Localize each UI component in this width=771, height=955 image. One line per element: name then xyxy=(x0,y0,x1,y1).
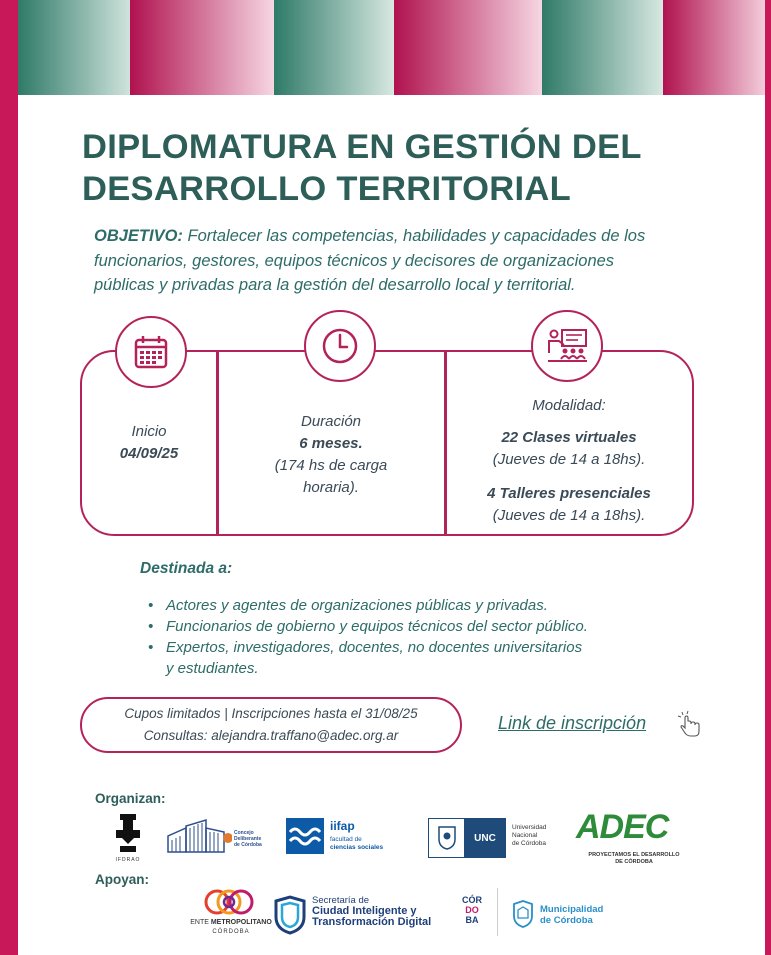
modalidad-column xyxy=(446,395,692,527)
list-item: • Actores y agentes de organizaciones públicas y privadas. xyxy=(148,595,588,616)
duracion-note: (174 hs de carga xyxy=(274,457,388,474)
contact-box xyxy=(80,697,462,753)
band-stripe xyxy=(274,0,394,95)
objective-paragraph xyxy=(94,224,734,298)
list-item-continuation xyxy=(148,658,588,679)
iifap-logo xyxy=(286,818,396,856)
inicio-value: 04/09/25 xyxy=(119,445,179,462)
objective-text-2: funcionarios, gestores, equipos técnicos y decisores de organizaciones xyxy=(94,251,615,270)
secretaria-line: Transformación Digital xyxy=(312,916,432,928)
unc-badge-text: UNC xyxy=(465,819,505,857)
duracion-column xyxy=(218,411,444,499)
title-line-1: DIPLOMATURA EN GESTIÓN DEL xyxy=(82,128,642,166)
ifdrao-logo xyxy=(113,814,143,863)
iifap-name: iifap xyxy=(330,819,355,833)
iifap-sub xyxy=(330,836,383,852)
unc-logo xyxy=(428,818,558,860)
calendar-icon xyxy=(115,316,187,388)
unc-line: Nacional xyxy=(512,832,538,839)
organizan-label: Organizan: xyxy=(95,791,166,806)
inicio-label: Inicio xyxy=(131,423,167,440)
band-stripe xyxy=(663,0,765,95)
cordoba-letters: BA xyxy=(465,915,479,925)
concejo-logo xyxy=(166,818,266,856)
presencial-time: (Jueves de 14 a 18hs). xyxy=(492,507,646,524)
modalidad-label: Modalidad: xyxy=(532,397,606,414)
virtual-title: 22 Clases virtuales xyxy=(501,429,637,446)
cordoba-letters: DO xyxy=(465,905,479,915)
concejo-line: de Córdoba xyxy=(234,842,262,848)
objective-text-1: Fortalecer las competencias, habilidades y capacidades de los xyxy=(182,227,646,245)
cordoba-letters: CÓR xyxy=(462,895,482,905)
municipalidad-logo xyxy=(512,898,622,932)
ente-prefix: ENTE xyxy=(190,919,211,926)
duracion-value: 6 meses. xyxy=(299,435,363,452)
band-stripe xyxy=(130,0,274,95)
municipalidad-line: Municipalidad xyxy=(540,904,604,915)
logo-divider xyxy=(497,888,498,936)
concejo-text xyxy=(234,830,262,848)
unc-line: de Córdoba xyxy=(512,840,546,847)
apoyan-label: Apoyan: xyxy=(95,872,149,887)
objective-label: OBJETIVO: xyxy=(94,227,183,245)
unc-shield-icon xyxy=(429,819,465,857)
clock-icon xyxy=(304,310,376,382)
ente-bold: METROPOLITANO xyxy=(210,919,272,926)
cordoba-mark xyxy=(462,895,482,925)
header-gradient-band xyxy=(18,0,765,95)
adec-sub xyxy=(574,852,694,866)
ifdrao-text: IFDRAO xyxy=(115,857,141,863)
list-item: • Funcionarios de gobierno y equipos técnicos del sector público. xyxy=(148,616,588,637)
inicio-column xyxy=(82,421,216,465)
unc-badge xyxy=(428,818,506,858)
unc-text xyxy=(512,824,546,848)
adec-name xyxy=(576,808,668,847)
secretaria-logo xyxy=(272,893,492,939)
band-stripe xyxy=(542,0,663,95)
consultas-text[interactable]: Consultas: alejandra.traffano@adec.org.ar xyxy=(143,728,399,743)
duracion-label: Duración xyxy=(300,413,362,430)
ente-metropolitano-logo xyxy=(176,888,286,940)
title-line-2: DESARROLLO TERRITORIAL xyxy=(82,170,571,208)
concejo-line: Concejo xyxy=(234,830,254,836)
list-item: • Expertos, investigadores, docentes, no docentes universitarios xyxy=(148,637,588,658)
pointer-hand-icon[interactable] xyxy=(676,710,704,738)
adec-sub-line: DE CÓRDOBA xyxy=(615,859,653,865)
adec-sub-line: PROYECTAMOS EL DESARROLLO xyxy=(588,852,680,858)
iifap-sub-line: ciencias sociales xyxy=(330,844,384,851)
presentation-icon xyxy=(531,310,603,382)
municipalidad-line: de Córdoba xyxy=(540,915,593,926)
ente-city: CÓRDOBA xyxy=(212,929,250,935)
list-item-text: y estudiantes. xyxy=(166,660,259,677)
adec-logo xyxy=(574,808,694,868)
destinada-list xyxy=(148,595,588,679)
iifap-sub-line: facultad de xyxy=(330,836,362,843)
band-stripe xyxy=(18,0,130,95)
ente-text xyxy=(176,919,286,926)
secretaria-line: Secretaría de xyxy=(312,895,370,906)
secretaria-text xyxy=(312,895,431,928)
page-title xyxy=(82,126,742,210)
cupos-text: Cupos limitados | Inscripciones hasta el 31/08/25 xyxy=(124,706,418,721)
concejo-line: Deliberante xyxy=(234,836,262,842)
objective-text-3: públicas y privadas para la gestión del desarrollo local y territorial. xyxy=(94,276,576,294)
secretaria-line: Ciudad Inteligente y xyxy=(312,905,417,917)
destinada-title: Destinada a: xyxy=(140,560,233,577)
flyer-page xyxy=(18,0,765,955)
presencial-title: 4 Talleres presenciales xyxy=(487,485,651,502)
band-stripe xyxy=(394,0,542,95)
municipalidad-text xyxy=(540,904,603,926)
adec-name-text: ADEC xyxy=(576,808,669,846)
virtual-time: (Jueves de 14 a 18hs). xyxy=(492,451,646,468)
duracion-note: horaria). xyxy=(303,479,359,496)
unc-line: Universidad xyxy=(512,824,547,831)
registration-link[interactable]: Link de inscripción xyxy=(498,713,647,733)
